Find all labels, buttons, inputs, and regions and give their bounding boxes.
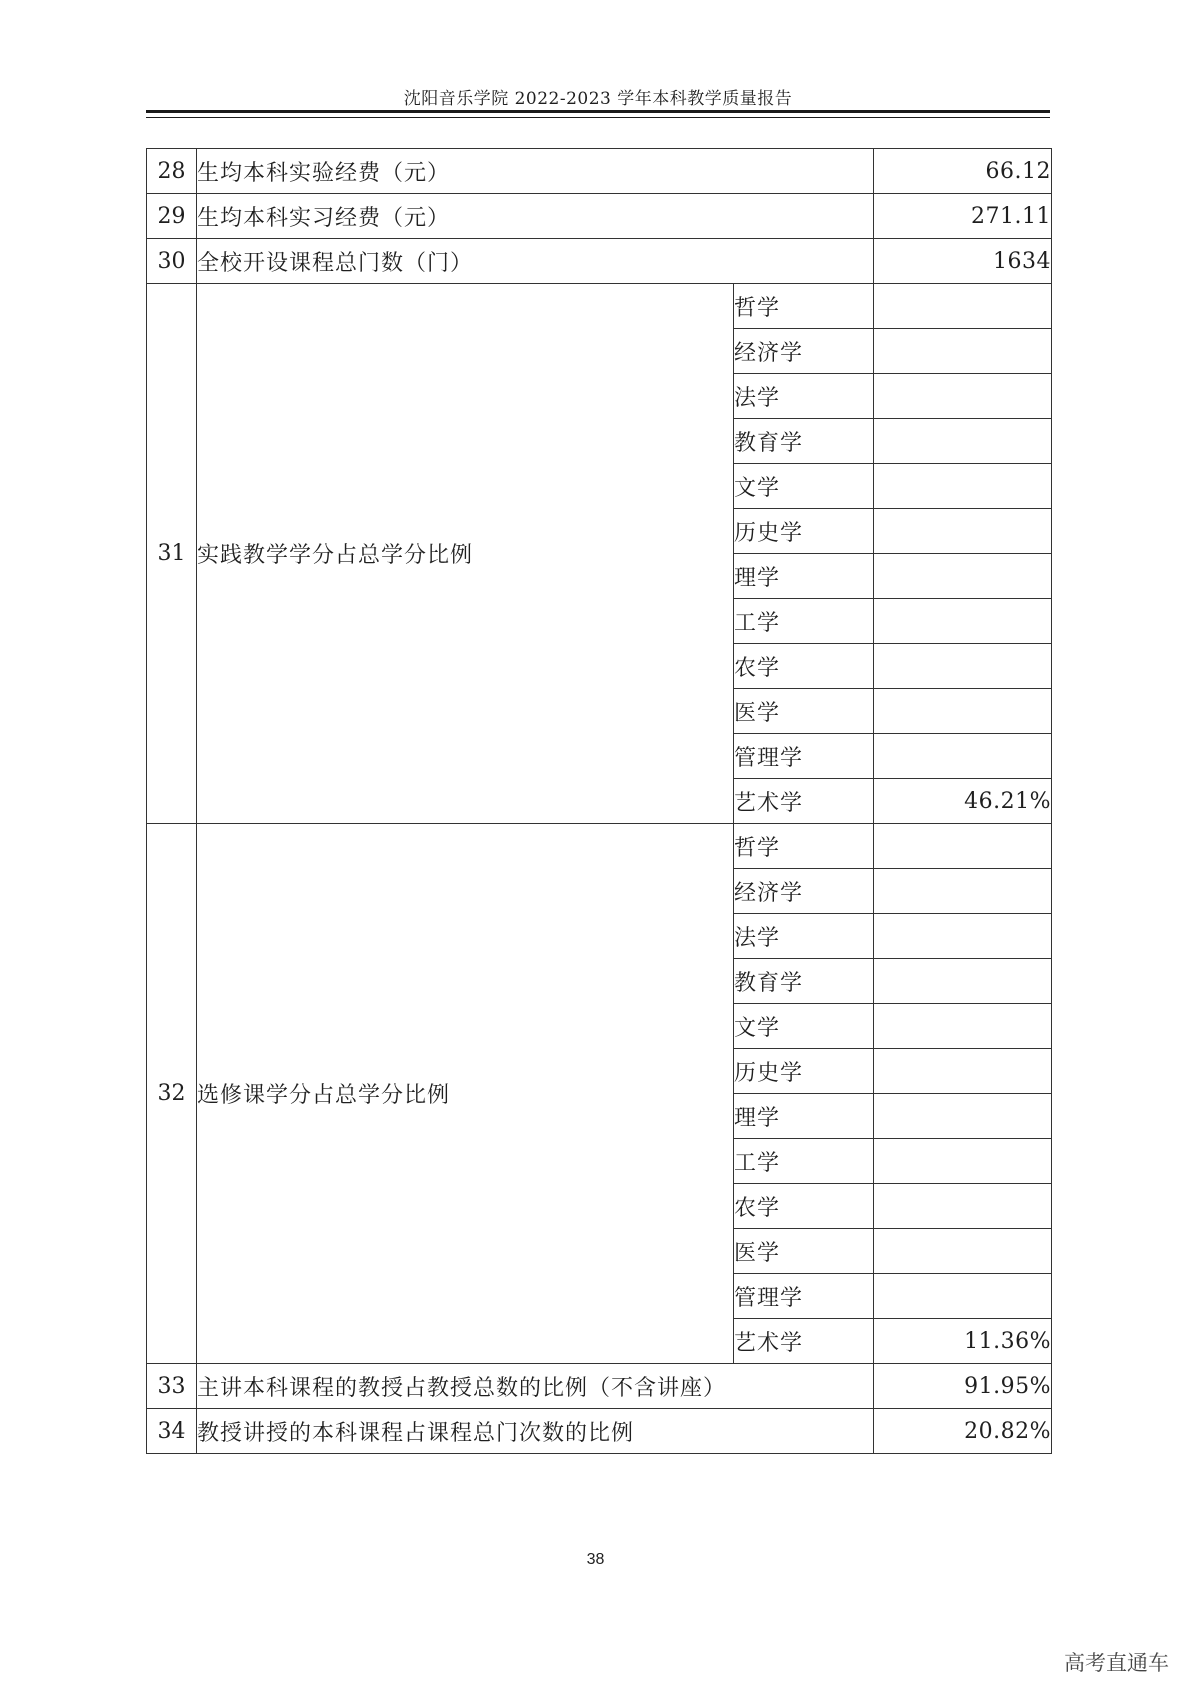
table-row [147, 824, 1052, 869]
row-label: 选修课学分占总学分比例 [197, 824, 734, 1364]
subject-value [874, 869, 1052, 914]
statistics-table [146, 148, 1052, 1454]
row-label: 教授讲授的本科课程占课程总门次数的比例 [197, 1409, 874, 1454]
subject-cell: 历史学 [734, 509, 874, 554]
subject-value [874, 1274, 1052, 1319]
row-label: 生均本科实习经费（元） [197, 194, 874, 239]
page-number: 38 [586, 1551, 605, 1568]
row-value: 66.12 [874, 149, 1052, 194]
subject-cell: 管理学 [734, 1274, 874, 1319]
subject-cell: 经济学 [734, 869, 874, 914]
row-value: 271.11 [874, 194, 1052, 239]
row-label: 主讲本科课程的教授占教授总数的比例（不含讲座） [197, 1364, 874, 1409]
subject-value [874, 554, 1052, 599]
subject-cell: 教育学 [734, 419, 874, 464]
subject-value [874, 1004, 1052, 1049]
subject-cell: 工学 [734, 599, 874, 644]
subject-cell: 理学 [734, 554, 874, 599]
subject-cell: 哲学 [734, 284, 874, 329]
subject-value [874, 374, 1052, 419]
subject-cell: 教育学 [734, 959, 874, 1004]
subject-cell: 管理学 [734, 734, 874, 779]
subject-value [874, 599, 1052, 644]
subject-cell: 理学 [734, 1094, 874, 1139]
subject-cell: 工学 [734, 1139, 874, 1184]
subject-cell: 农学 [734, 1184, 874, 1229]
row-label: 全校开设课程总门数（门） [197, 239, 874, 284]
subject-value [874, 959, 1052, 1004]
table-row [147, 1409, 1052, 1454]
subject-cell: 经济学 [734, 329, 874, 374]
header-rule-thin [146, 117, 1050, 118]
subject-cell: 艺术学 [734, 1319, 874, 1364]
row-label: 生均本科实验经费（元） [197, 149, 874, 194]
subject-value [874, 464, 1052, 509]
subject-cell: 历史学 [734, 1049, 874, 1094]
subject-cell: 文学 [734, 464, 874, 509]
subject-value [874, 824, 1052, 869]
subject-value [874, 284, 1052, 329]
subject-cell: 医学 [734, 689, 874, 734]
row-number: 31 [147, 284, 197, 824]
subject-value [874, 644, 1052, 689]
row-label: 实践教学学分占总学分比例 [197, 284, 734, 824]
row-number: 29 [147, 194, 197, 239]
row-number: 28 [147, 149, 197, 194]
row-number: 30 [147, 239, 197, 284]
subject-value [874, 914, 1052, 959]
row-value: 91.95% [874, 1364, 1052, 1409]
table-row [147, 239, 1052, 284]
subject-cell: 医学 [734, 1229, 874, 1274]
table-row [147, 194, 1052, 239]
subject-value [874, 1049, 1052, 1094]
subject-value [874, 1184, 1052, 1229]
page-header: 沈阳音乐学院 2022-2023 学年本科教学质量报告 [403, 89, 793, 109]
subject-value [874, 1094, 1052, 1139]
row-number: 33 [147, 1364, 197, 1409]
subject-value [874, 689, 1052, 734]
table-row [147, 1364, 1052, 1409]
subject-value [874, 329, 1052, 374]
subject-cell: 哲学 [734, 824, 874, 869]
row-value: 1634 [874, 239, 1052, 284]
row-number: 32 [147, 824, 197, 1364]
header-rule-thick [146, 110, 1050, 113]
subject-value [874, 509, 1052, 554]
subject-value: 46.21% [874, 779, 1052, 824]
subject-value [874, 1139, 1052, 1184]
watermark-text: 高考直通车 [1064, 1651, 1169, 1675]
row-value: 20.82% [874, 1409, 1052, 1454]
table-row [147, 284, 1052, 329]
subject-value [874, 1229, 1052, 1274]
subject-value: 11.36% [874, 1319, 1052, 1364]
row-number: 34 [147, 1409, 197, 1454]
subject-cell: 文学 [734, 1004, 874, 1049]
table-row [147, 149, 1052, 194]
subject-value [874, 419, 1052, 464]
subject-cell: 艺术学 [734, 779, 874, 824]
subject-cell: 法学 [734, 914, 874, 959]
subject-value [874, 734, 1052, 779]
subject-cell: 农学 [734, 644, 874, 689]
subject-cell: 法学 [734, 374, 874, 419]
